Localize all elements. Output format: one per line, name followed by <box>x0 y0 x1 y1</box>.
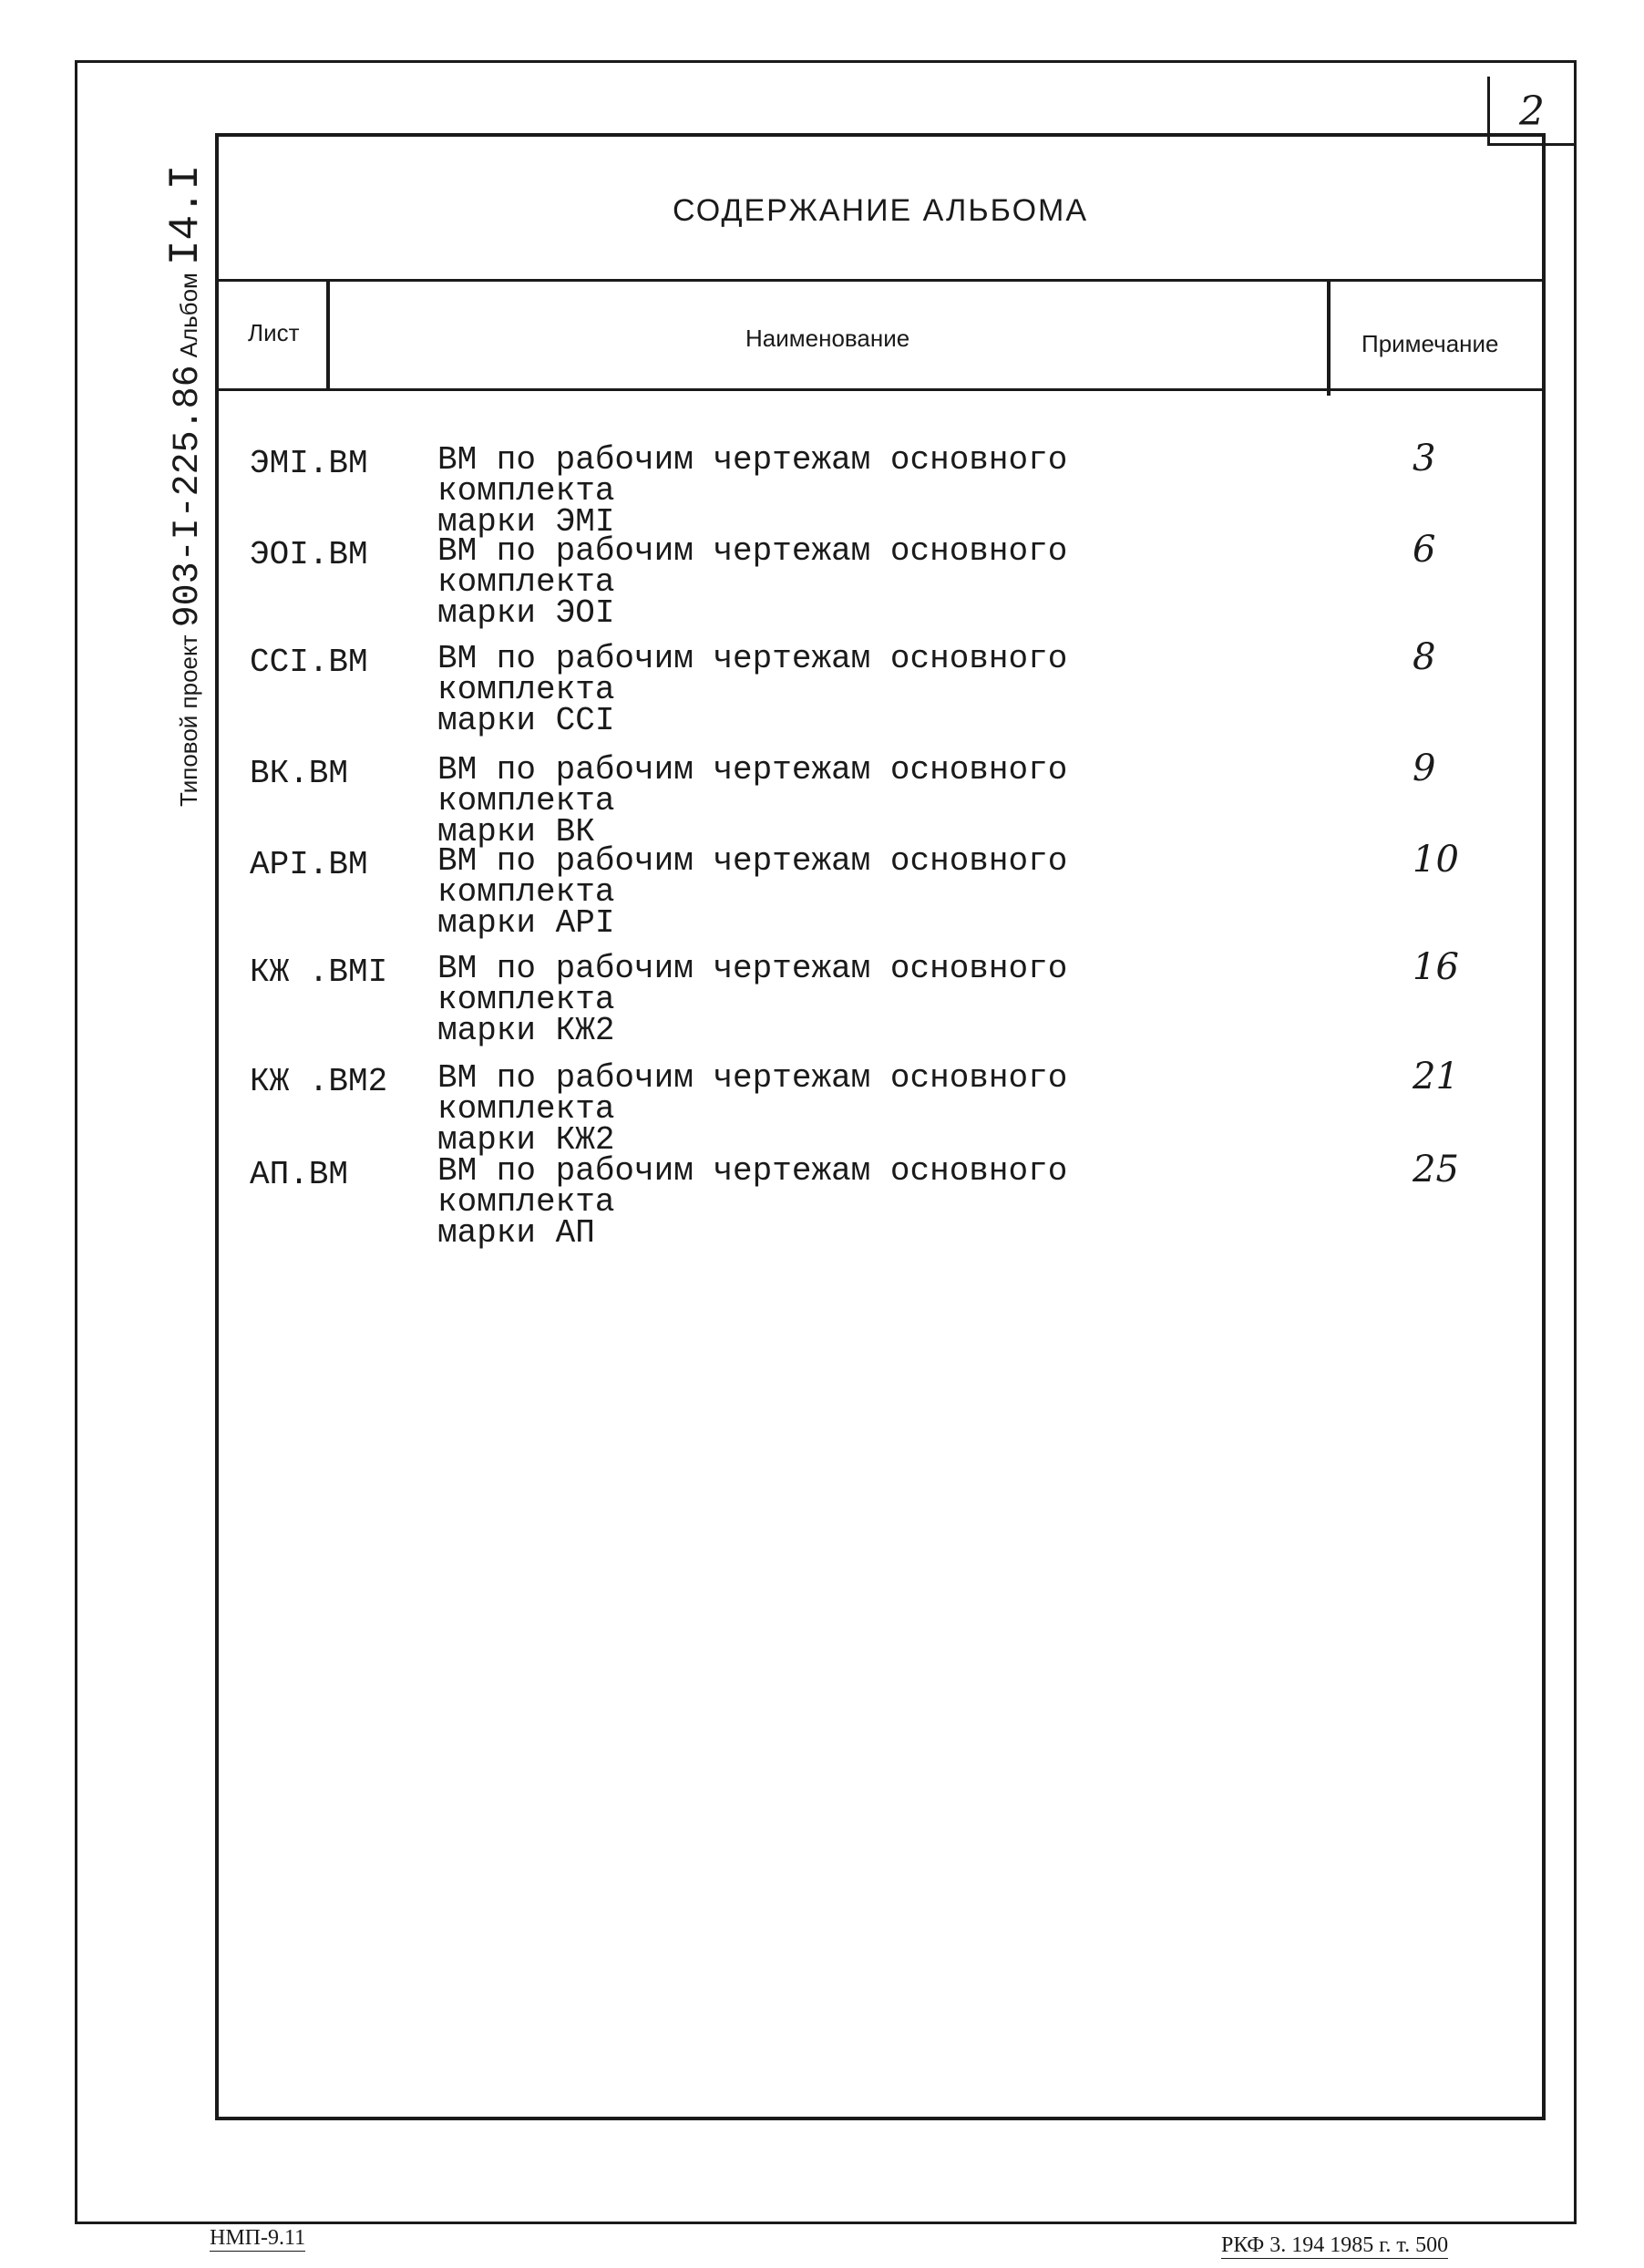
row-note: 10 <box>1413 839 1459 881</box>
table-row <box>219 438 1542 541</box>
row-name: ВМ по рабочим чертежам основного комплекта марки ССI <box>437 640 1068 739</box>
header-top-line <box>219 279 1542 282</box>
row-name: ВМ по рабочим чертежам основного комплекта марки ВК <box>437 751 1068 850</box>
row-sheet: КЖ .ВМ2 <box>250 1063 388 1100</box>
row-note: 25 <box>1413 1149 1459 1191</box>
row-sheet: ЭМI.ВМ <box>250 445 368 482</box>
table-row <box>219 1149 1542 1252</box>
row-sheet: АП.ВМ <box>250 1156 349 1193</box>
contents-list <box>219 438 1542 1252</box>
side-stamp <box>162 165 210 807</box>
row-note: 8 <box>1413 636 1436 678</box>
table-row <box>219 839 1542 946</box>
row-name: ВМ по рабочим чертежам основного комплекта марки КЖ2 <box>437 1059 1068 1159</box>
row-note: 3 <box>1413 438 1436 479</box>
row-sheet: ЭОI.ВМ <box>250 536 368 573</box>
header-sheet: Лист <box>248 319 300 346</box>
row-note: 9 <box>1413 747 1436 789</box>
table-row <box>219 946 1542 1056</box>
side-stamp-prefix: Типовой проект <box>175 634 202 807</box>
row-sheet: ССI.ВМ <box>250 644 368 681</box>
row-note: 21 <box>1413 1056 1459 1098</box>
side-stamp-album: I4.I <box>162 164 210 266</box>
page-number: 2 <box>1519 88 1545 135</box>
row-sheet: АРI.ВМ <box>250 846 368 883</box>
header-name: Наименование <box>745 325 910 352</box>
header-divider-sheet <box>326 279 330 390</box>
header-divider-note <box>1327 279 1331 396</box>
header-bottom-line <box>219 388 1542 391</box>
row-note: 6 <box>1413 529 1436 571</box>
row-name: ВМ по рабочим чертежам основного комплекта марки ЭМI <box>437 441 1068 541</box>
footer-print-info: РКФ 3. 194 1985 г. т. 500 <box>1221 2233 1449 2257</box>
side-stamp-album-label: Альбом <box>175 273 202 358</box>
row-name: ВМ по рабочим чертежам основного комплекта марки АП <box>437 1152 1068 1252</box>
header-note: Примечание <box>1361 330 1499 357</box>
row-note: 16 <box>1413 946 1459 988</box>
row-sheet: ВК.ВМ <box>250 755 349 792</box>
row-name: ВМ по рабочим чертежам основного комплекта марки АРI <box>437 842 1068 942</box>
row-sheet: КЖ .ВМI <box>250 954 388 991</box>
row-name: ВМ по рабочим чертежам основного комплекта марки ЭОI <box>437 532 1068 632</box>
table-row <box>219 529 1542 636</box>
table-row <box>219 636 1542 747</box>
row-name: ВМ по рабочим чертежам основного комплекта марки КЖ2 <box>437 950 1068 1049</box>
table-row <box>219 747 1542 850</box>
table-row <box>219 1056 1542 1159</box>
footer-form-code: НМП-9.11 <box>210 2226 306 2250</box>
side-stamp-project: 903-I-225.86 <box>168 365 209 628</box>
page-title: СОДЕРЖАНИЕ АЛЬБОМА <box>672 193 1089 228</box>
